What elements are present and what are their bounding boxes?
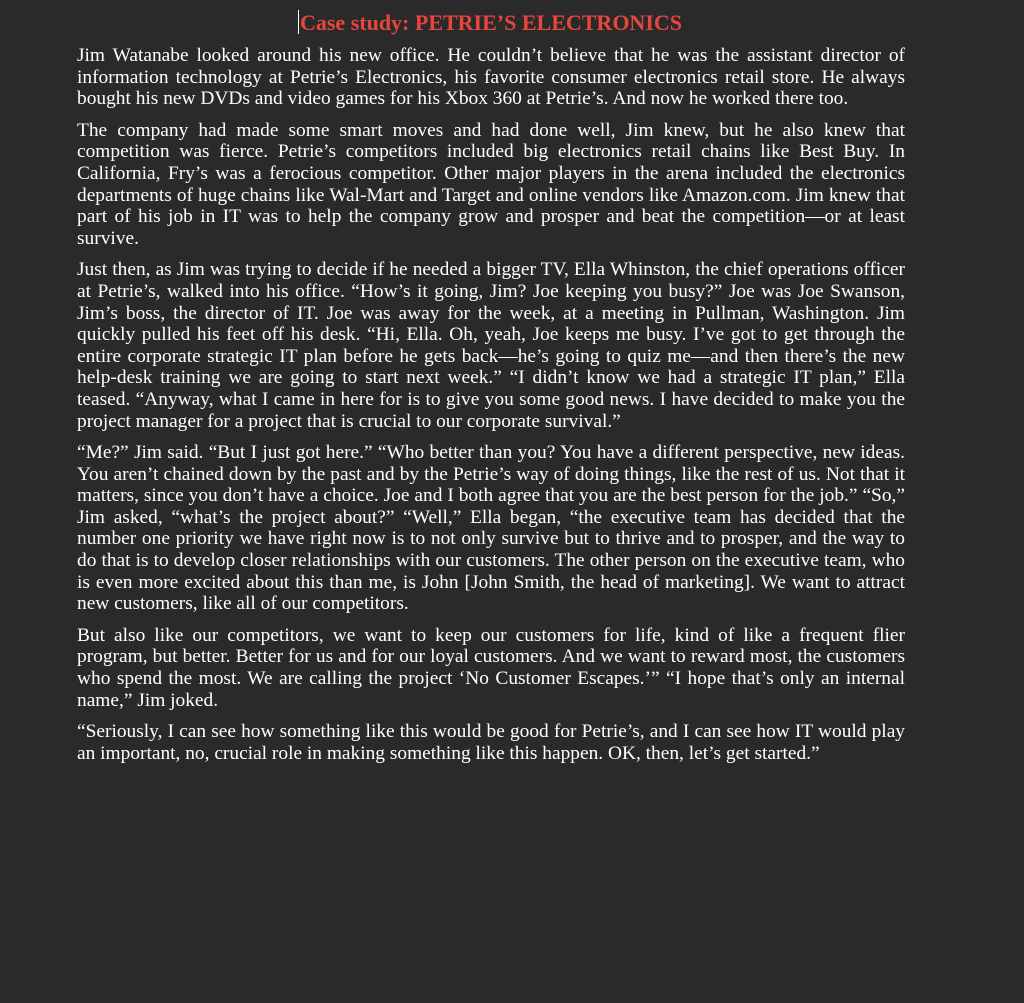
paragraph-4: “Me?” Jim said. “But I just got here.” “Who better than you? You have a different perspective, new ideas. You aren’t chained down by the past and by the Petrie’s way of doing things, like the rest of us. Not that it matters, since you don’t have a choice. Joe and I both agree that you are the best person for the job.” “So,” Jim asked, “what’s the project about?” “Well,” Ella began, “the executive team has decided that the number one priority we have right now is to not only survive but to thrive and to prosper, and the way to do that is to develop closer relationships with our customers. The other person on the executive team, who is even more excited about this than me, is John [John Smith, the head of marketing]. We want to attract new customers, like all of our competitors. xyxy=(77,442,905,615)
paragraph-3: Just then, as Jim was trying to decide if he needed a bigger TV, Ella Whinston, the chief operations officer at Petrie’s, walked into his office. “How’s it going, Jim? Joe keeping you busy?” Joe was Joe Swanson, Jim’s boss, the director of IT. Joe was away for the week, at a meeting in Pullman, Washington. Jim quickly pulled his feet off his desk. “Hi, Ella. Oh, yeah, Joe keeps me busy. I’ve got to get through the entire corporate strategic IT plan before he gets back—he’s going to quiz me—and then there’s the new help-desk training we are going to start next week.” “I didn’t know we had a strategic IT plan,” Ella teased. “Anyway, what I came in here for is to give you some good news. I have decided to make you the project manager for a project that is crucial to our corporate survival.” xyxy=(77,259,905,432)
text-cursor xyxy=(298,10,299,34)
paragraph-6: “Seriously, I can see how something like this would be good for Petrie’s, and I can see how IT would play an important, no, crucial role in making something like this happen. OK, then, let’s get started.” xyxy=(77,721,905,764)
paragraph-5: But also like our competitors, we want to keep our customers for life, kind of like a frequent flier program, but better. Better for us and for our loyal customers. And we want to reward most, the customers who spend the most. We are calling the project ‘No Customer Escapes.’” “I hope that’s only an internal name,” Jim joked. xyxy=(77,624,905,711)
paragraph-2: The company had made some smart moves and had done well, Jim knew, but he also knew that competition was fierce. Petrie’s competitors included big electronics retail chains like Best Buy. In California, Fry’s was a ferocious competitor. Other major players in the arena included the electronics departments of huge chains like Wal-Mart and Target and online vendors like Amazon.com. Jim knew that part of his job in IT was to help the company grow and prosper and beat the competition—or at least survive. xyxy=(77,119,905,249)
paragraph-1: Jim Watanabe looked around his new office. He couldn’t believe that he was the assistant director of information technology at Petrie’s Electronics, his favorite consumer electronics retail store. He always bought his new DVDs and video games for his Xbox 360 at Petrie’s. And now he worked there too. xyxy=(77,45,905,110)
title-row xyxy=(75,6,905,40)
case-study-title: Case study: PETRIE’S ELECTRONICS xyxy=(299,10,683,35)
document-page xyxy=(77,6,905,774)
